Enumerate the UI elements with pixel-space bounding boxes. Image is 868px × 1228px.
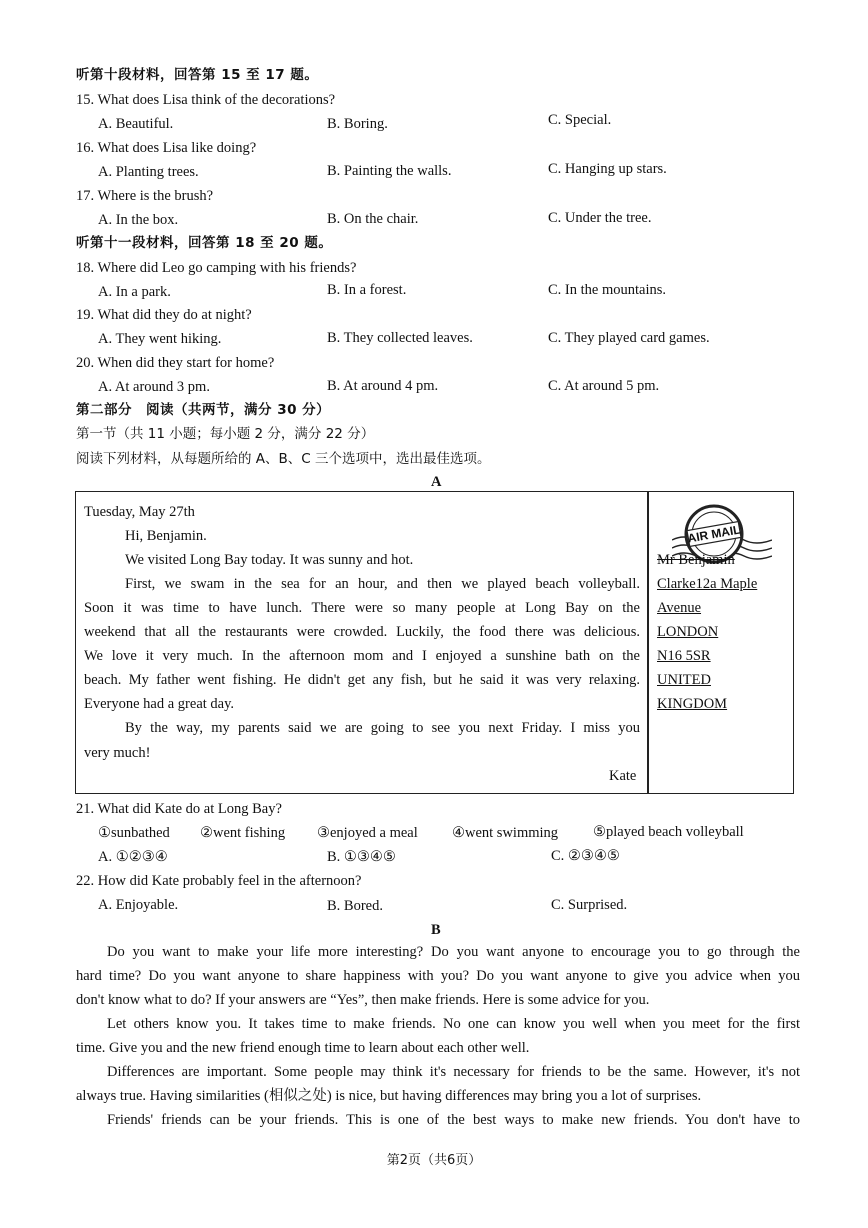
address-line: KINGDOM [657,696,728,712]
letter-body-line: We love it very much. In the afternoon mom and I enjoyed a sunshine bath on the [84,648,640,664]
letter-body-line: weekend that all the restaurants were crowded. Luckily, the food there was delicious. [84,624,640,640]
q21-item: ①sunbathed [98,825,170,841]
passage-b-line: always true. Having similarities (相似之处) is nice, but having differences may bring you a lot of surprises. [76,1088,702,1104]
q19-option-a: A. They went hiking. [98,331,222,347]
letter-signature: Kate [609,768,637,784]
q19-option-c: C. They played card games. [548,330,710,346]
letter-body-line: First, we swam in the sea for an hour, and then we played beach volleyball. [125,576,640,592]
passage-b-line: Do you want to make your life more interesting? Do you want anyone to encourage you to go through the [107,944,800,960]
letter-body-line: Soon it was time to have lunch. There were so many people at Long Bay on the [84,600,640,616]
passage-b-line: Let others know you. It takes time to make friends. No one can know you well when you meet for the first [107,1016,800,1032]
q17-option-b: B. On the chair. [327,211,419,227]
q18-option-c: C. In the mountains. [548,282,667,298]
q20-option-c: C. At around 5 pm. [548,378,660,394]
question-22: 22. How did Kate probably feel in the afternoon? [76,873,362,889]
q15-option-b: B. Boring. [327,116,388,132]
q15-option-a: A. Beautiful. [98,116,174,132]
passage-b-label: B [431,922,441,938]
passage-b-line: Differences are important. Some people may think it's necessary for friends to be the same. However, it's not [107,1064,800,1080]
reading-instructions: 阅读下列材料，从每题所给的 A、B、C 三个选项中，选出最佳选项。 [76,451,491,467]
passage-b-line: Friends' friends can be your friends. This is one of the best ways to make new friends. You don't have to [107,1112,800,1128]
address-line: Avenue [657,600,702,616]
q21-option-b: B. ①③④⑤ [327,849,396,865]
letter-closing-line-1: By the way, my parents said we are going to see you next Friday. I miss you [125,720,640,736]
question-21: 21. What did Kate do at Long Bay? [76,801,282,817]
q19-option-b: B. They collected leaves. [327,330,473,346]
address-line: N16 5SR [657,648,711,664]
question-18: 18. Where did Leo go camping with his friends? [76,260,357,276]
letter-closing-line-2: very much! [84,745,151,761]
q18-option-b: B. In a forest. [327,282,407,298]
section-10-heading: 听第十段材料，回答第 15 至 17 题。 [76,67,319,83]
question-17: 17. Where is the brush? [76,188,214,204]
q17-option-a: A. In the box. [98,212,179,228]
address-line: Mr Benjamin [657,552,735,568]
address-line: UNITED [657,672,711,688]
q21-item: ②went fishing [200,825,286,841]
section-1-heading: 第一节（共 11 小题；每小题 2 分，满分 22 分） [76,426,375,442]
question-20: 20. When did they start for home? [76,355,275,371]
q21-item: ③enjoyed a meal [317,825,418,841]
passage-b-line: don't know what to do? If your answers are “Yes”, then make friends. Here is some advice for you. [76,992,650,1008]
address-line: LONDON [657,624,719,640]
part-2-heading: 第二部分 阅读（共两节，满分 30 分） [76,402,331,418]
q17-option-c: C. Under the tree. [548,210,652,226]
q16-option-b: B. Painting the walls. [327,163,452,179]
letter-line-1: We visited Long Bay today. It was sunny and hot. [125,552,414,568]
q18-option-a: A. In a park. [98,284,171,300]
q15-option-c: C. Special. [548,112,612,128]
q21-item: ⑤played beach volleyball [593,824,744,840]
postcard-divider [647,491,649,794]
question-19: 19. What did they do at night? [76,307,252,323]
q21-item: ④went swimming [452,825,559,841]
q22-option-c: C. Surprised. [551,897,628,913]
letter-greeting: Hi, Benjamin. [125,528,207,544]
q22-option-a: A. Enjoyable. [98,897,179,913]
q16-option-a: A. Planting trees. [98,164,199,180]
q21-option-c: C. ②③④⑤ [551,848,620,864]
letter-body-last: Everyone had a great day. [84,696,235,712]
q22-option-b: B. Bored. [327,898,383,914]
passage-b-line: hard time? Do you want anyone to share happiness with you? Do you want anyone to give you advice when you [76,968,800,984]
passage-a-label: A [431,474,442,490]
address-line: Clarke12a Maple [657,576,758,592]
letter-date: Tuesday, May 27th [84,504,195,520]
q16-option-c: C. Hanging up stars. [548,161,667,177]
section-11-heading: 听第十一段材料，回答第 18 至 20 题。 [76,235,333,251]
letter-body-line: beach. My father went fishing. He didn't get any fish, but he said it was very relaxing. [84,672,640,688]
passage-b-line: time. Give you and the new friend enough time to learn about each other well. [76,1040,530,1056]
question-15: 15. What does Lisa think of the decorations? [76,92,336,108]
svg-text:AIR MAIL: AIR MAIL [686,522,742,546]
question-16: 16. What does Lisa like doing? [76,140,257,156]
q20-option-b: B. At around 4 pm. [327,378,439,394]
q21-option-a: A. ①②③④ [98,849,168,865]
q20-option-a: A. At around 3 pm. [98,379,210,395]
page-footer: 第2页（共6页） [386,1153,482,1168]
